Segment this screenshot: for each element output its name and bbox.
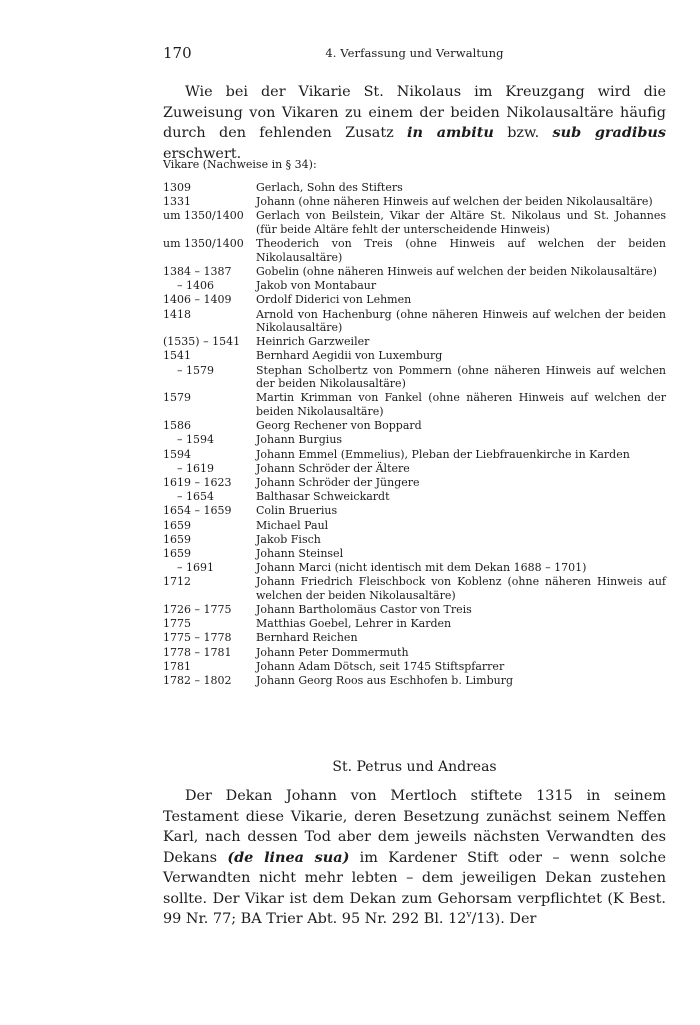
vikar-name: Gobelin (ohne näheren Hinweis auf welchen der beiden Nikolausaltäre): [256, 264, 657, 278]
vikar-date: 1654 – 1659: [163, 504, 232, 518]
list-item: [163, 181, 666, 195]
vikar-date: 1418: [163, 307, 191, 321]
list-item: [163, 364, 666, 391]
list-item: [163, 448, 666, 462]
vikar-name: Johann Burgius: [256, 433, 343, 447]
vikar-name: Matthias Goebel, Lehrer in Karden: [256, 617, 452, 631]
list-item: [163, 279, 666, 293]
list-item: [163, 519, 666, 533]
vikar-date: 1782 – 1802: [163, 674, 232, 687]
vikar-date: – 1691: [163, 561, 214, 575]
vikar-name: Theoderich von Treis (ohne Hinweis auf welchen der beiden Nikolausaltäre): [256, 237, 666, 264]
vikar-date: – 1654: [163, 490, 214, 504]
body-text-3: /13). Der: [471, 911, 537, 927]
running-title: 4. Verfassung und Verwaltung: [325, 46, 504, 60]
body-superscript: v: [466, 910, 472, 921]
vikar-name: Johann (ohne näheren Hinweis auf welchen der beiden Nikolausaltäre): [256, 195, 653, 209]
body-text-1: Der Dekan Johann von Mertloch stiftete 1315 in seinem Testament diese Vikarie, deren Besetzung zunächst seinem Neffen Karl, nach dessen Tod aber dem jeweils nächsten Verwandten des Dekans: [163, 788, 666, 866]
list-item: [163, 265, 666, 279]
vikar-name: Colin Bruerius: [256, 504, 338, 518]
list-item: [163, 575, 666, 602]
vikar-date: 1619 – 1623: [163, 475, 232, 489]
vikar-date: 1406 – 1409: [163, 293, 232, 307]
list-item: [163, 631, 666, 645]
page-number: 170: [163, 44, 192, 62]
vikar-date: 1659: [163, 518, 191, 532]
vikar-name: Arnold von Hachenburg (ohne näheren Hinweis auf welchen der beiden Nikolausaltäre): [256, 307, 666, 335]
intro-text-3: erschwert.: [163, 145, 242, 162]
list-heading: Vikare (Nachweise in § 34):: [163, 158, 317, 171]
vikar-name: Johann Steinsel: [256, 546, 344, 560]
vikar-date: – 1619: [163, 461, 214, 475]
list-item: [163, 335, 666, 349]
intro-italic-1: in ambitu: [407, 124, 494, 141]
vikar-date: (1535) – 1541: [163, 335, 241, 349]
list-item: [163, 617, 666, 631]
body-italic: (de linea sua): [227, 848, 350, 866]
vikar-name: Bernhard Reichen: [256, 631, 358, 645]
vikar-date: 1659: [163, 546, 191, 560]
vikar-date: 1594: [163, 447, 191, 461]
vikar-date: um 1350/1400: [163, 209, 244, 223]
vikar-name: Johann Schröder der Ältere: [256, 461, 410, 475]
list-item: [163, 646, 666, 660]
vikar-name: Jakob von Montabaur: [256, 279, 377, 293]
vikar-name: Johann Friedrich Fleischbock von Koblenz (ohne näheren Hinweis auf welchen der beiden Nikolausaltäre): [256, 575, 666, 602]
list-item: [163, 308, 666, 335]
vikar-name: Johann Georg Roos aus Eschhofen b. Limburg: [256, 674, 514, 687]
vikar-name: Gerlach von Beilstein, Vikar der Altäre St. Nikolaus und St. Johannes (für beide Altäre fehlt der unterscheidende Hinweis): [256, 209, 666, 236]
vikar-name: Balthasar Schweickardt: [256, 490, 390, 504]
list-item: [163, 209, 666, 236]
list-item: [163, 504, 666, 518]
list-item: [163, 533, 666, 547]
vikar-name: Johann Peter Dommermuth: [256, 645, 409, 659]
list-item: [163, 603, 666, 617]
vikar-date: um 1350/1400: [163, 237, 244, 251]
vikar-list: [163, 181, 666, 688]
vikar-date: 1712: [163, 575, 191, 589]
list-item: [163, 349, 666, 363]
vikar-date: – 1406: [163, 279, 214, 293]
vikar-name: Johann Bartholomäus Castor von Treis: [256, 603, 472, 617]
vikar-date: 1726 – 1775: [163, 603, 232, 617]
list-item: [163, 674, 666, 688]
vikar-name: Johann Marci (nicht identisch mit dem Dekan 1688 – 1701): [256, 561, 587, 575]
vikar-name: Georg Rechener von Boppard: [256, 419, 422, 433]
vikar-date: 1586: [163, 419, 191, 433]
vikar-date: – 1594: [163, 433, 214, 447]
vikar-date: – 1579: [163, 363, 214, 377]
list-item: [163, 547, 666, 561]
list-item: [163, 476, 666, 490]
section-title: St. Petrus und Andreas: [332, 759, 497, 775]
vikar-name: Johann Adam Dötsch, seit 1745 Stiftspfarrer: [256, 659, 505, 673]
list-item: [163, 561, 666, 575]
vikar-date: 1659: [163, 532, 191, 546]
page-header: [163, 44, 666, 64]
vikar-name: Heinrich Garzweiler: [256, 335, 370, 349]
vikar-name: Stephan Scholbertz von Pommern (ohne näheren Hinweis auf welchen der beiden Nikolausaltäre): [256, 363, 666, 391]
vikar-date: 1331: [163, 195, 191, 209]
intro-paragraph: [163, 82, 666, 164]
vikar-date: 1775: [163, 617, 191, 631]
list-item: [163, 462, 666, 476]
vikar-date: 1778 – 1781: [163, 645, 232, 659]
vikar-date: 1781: [163, 659, 191, 673]
vikar-name: Jakob Fisch: [256, 532, 321, 546]
vikar-date: 1309: [163, 181, 191, 194]
intro-italic-2: sub gradibus: [552, 124, 666, 141]
vikar-name: Ordolf Diderici von Lehmen: [256, 293, 412, 307]
vikar-name: Michael Paul: [256, 518, 329, 532]
list-item: [163, 237, 666, 264]
body-paragraph: [163, 786, 666, 930]
list-item: [163, 419, 666, 433]
intro-text-2: bzw.: [493, 125, 553, 141]
vikar-date: 1775 – 1778: [163, 631, 232, 645]
body-text-2: im Kardener Stift oder – wenn solche Verwandten nicht mehr lebten – dem jeweiligen Dekan zustehen sollte. Der Vikar ist dem Dekan zum Gehorsam verpflichtet (K Best. 99 Nr. 77; BA Trier Abt. 95 Nr. 292 Bl. 12: [163, 849, 666, 927]
list-item: [163, 433, 666, 447]
vikar-date: 1541: [163, 349, 191, 363]
vikar-name: Martin Krimman von Fankel (ohne näheren Hinweis auf welchen der beiden Nikolausaltäre): [256, 391, 666, 419]
intro-text-1: Wie bei der Vikarie St. Nikolaus im Kreuzgang wird die Zuweisung von Vikaren zu einem der beiden Nikolausaltäre häufig durch den fehlenden Zusatz: [163, 84, 666, 141]
list-item: [163, 490, 666, 504]
list-item: [163, 660, 666, 674]
vikar-date: 1384 – 1387: [163, 264, 232, 278]
list-item: [163, 293, 666, 307]
vikar-name: Johann Emmel (Emmelius), Pleban der Liebfrauenkirche in Karden: [256, 447, 630, 461]
vikar-name: Bernhard Aegidii von Luxemburg: [256, 349, 443, 363]
vikar-date: 1579: [163, 391, 191, 405]
list-item: [163, 195, 666, 209]
vikar-name: Gerlach, Sohn des Stifters: [256, 181, 403, 194]
list-item: [163, 391, 666, 418]
vikar-name: Johann Schröder der Jüngere: [256, 475, 420, 489]
